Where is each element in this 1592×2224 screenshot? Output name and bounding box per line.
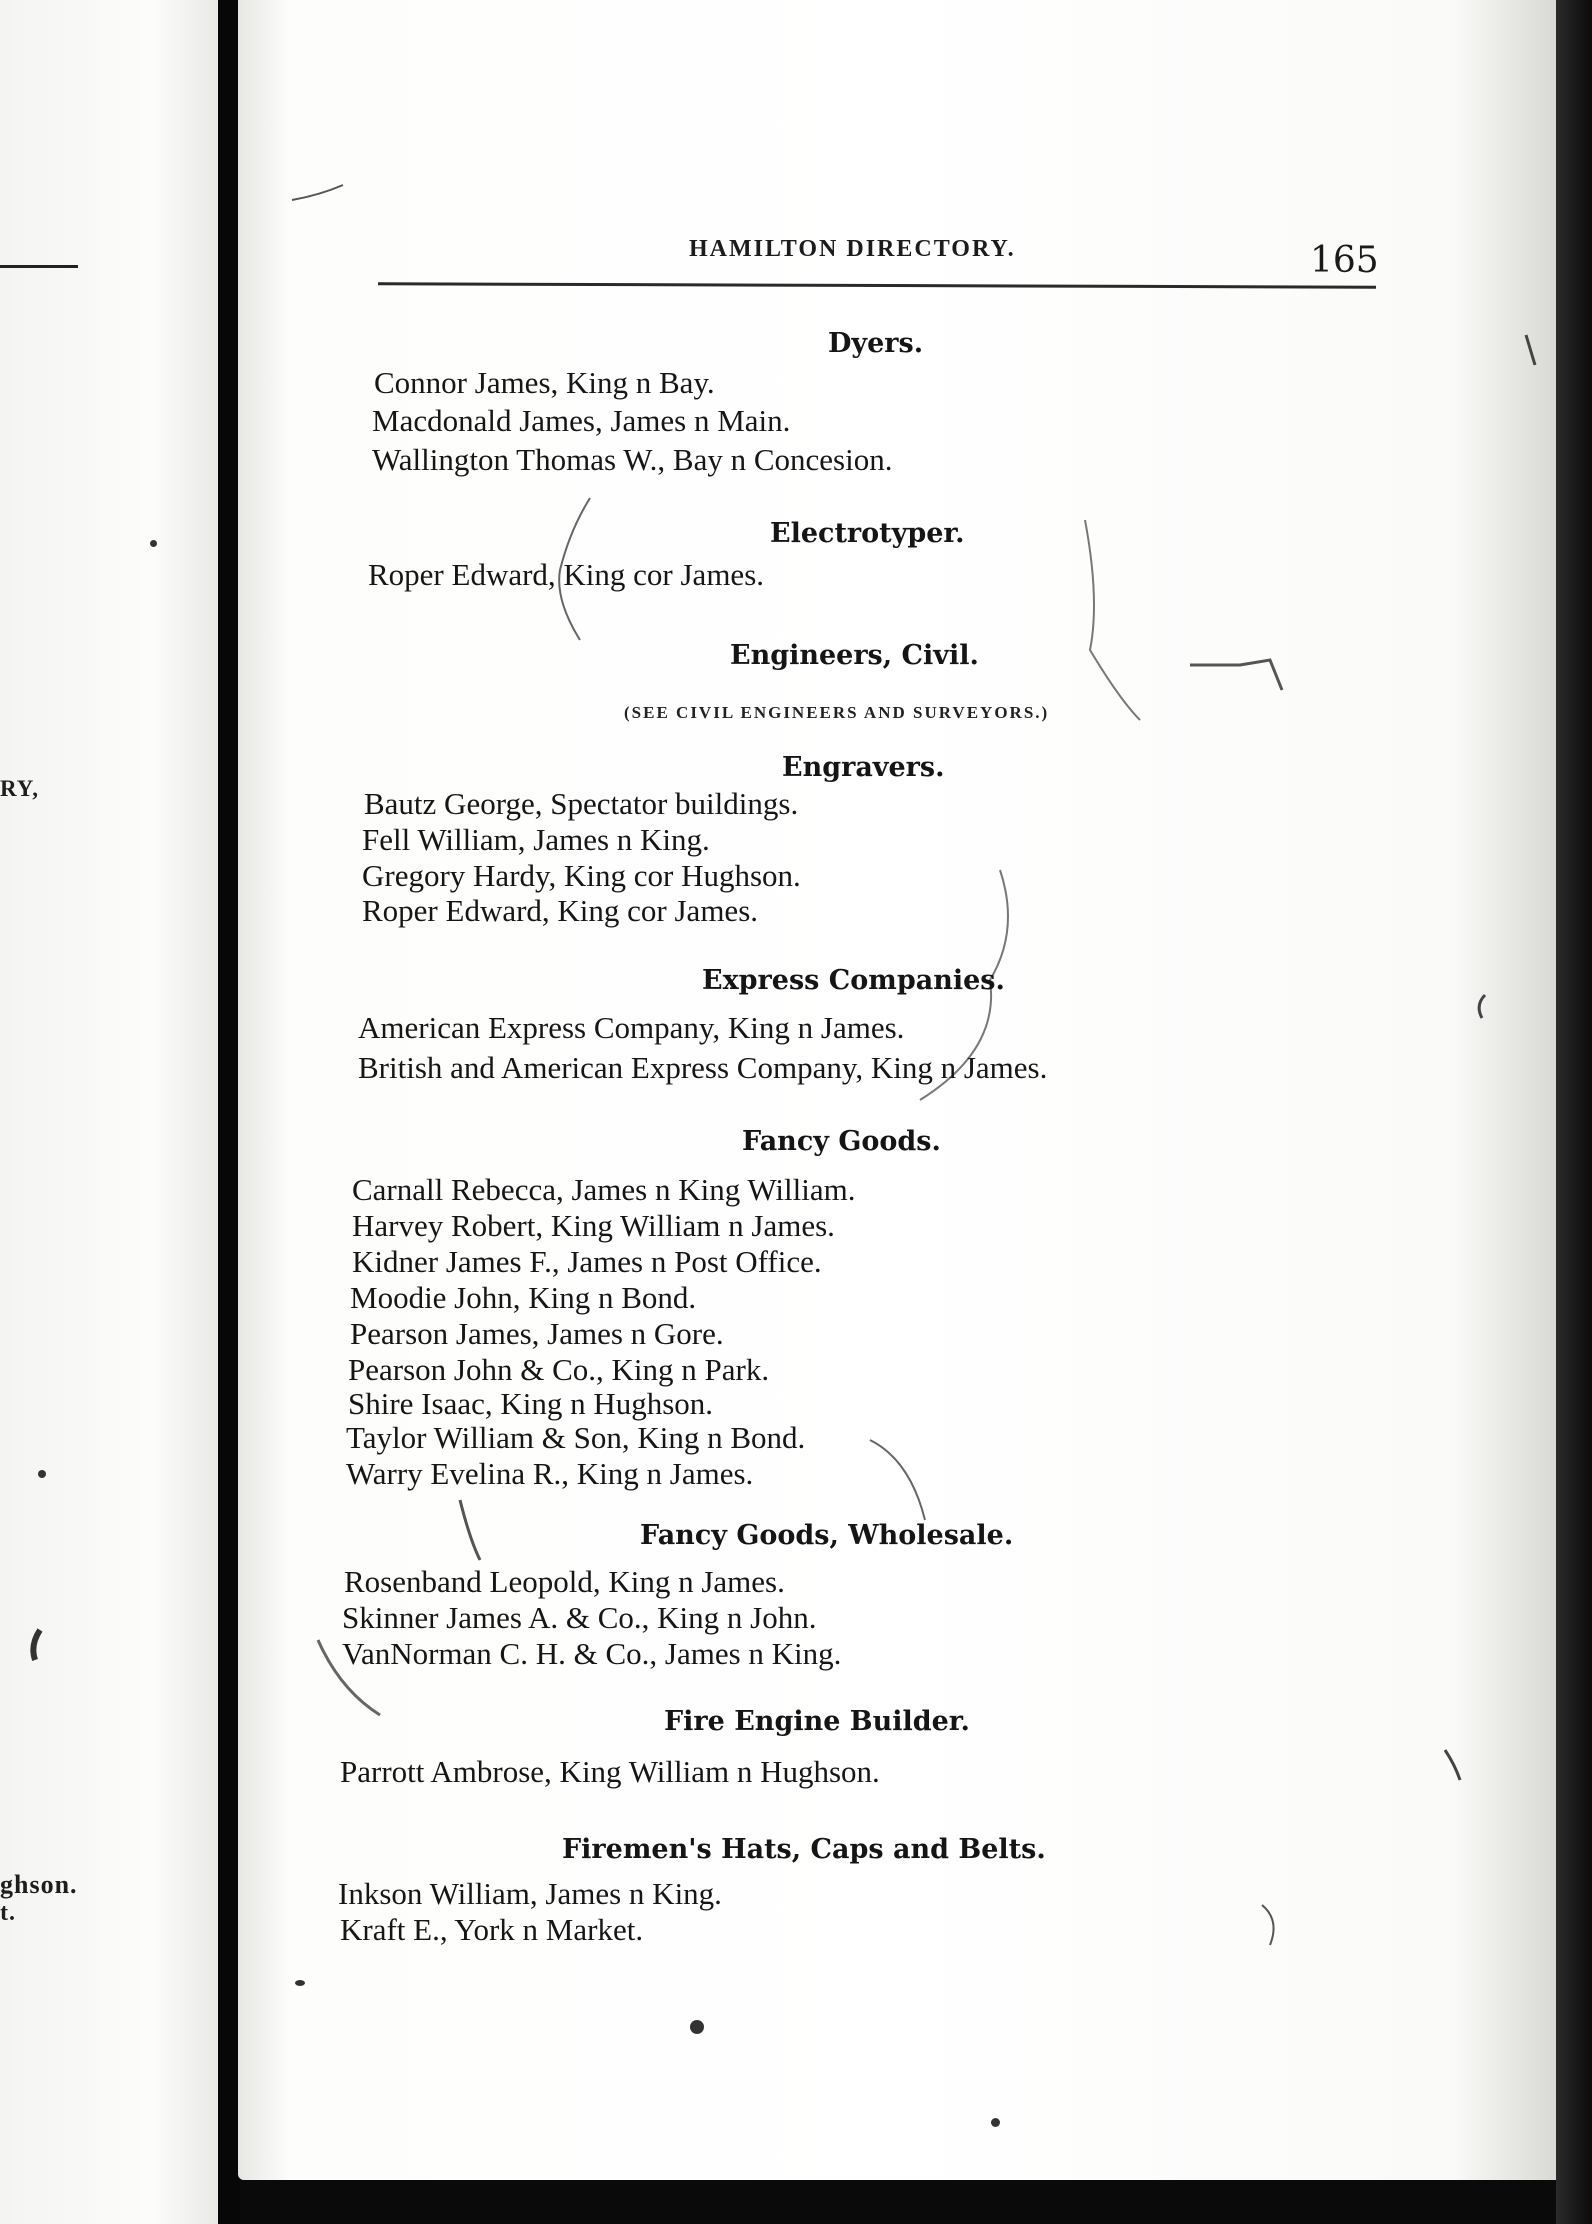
directory-entry: Kidner James F., James n Post Office. xyxy=(352,1244,822,1279)
directory-entry: Parrott Ambrose, King William n Hughson. xyxy=(340,1754,880,1789)
scan-speck xyxy=(38,1470,46,1478)
left-page-fragment-text: RY, xyxy=(0,776,40,801)
left-page-fragment-text: ghson. xyxy=(0,1870,78,1899)
section-title: Fire Engine Builder. xyxy=(664,1706,970,1737)
section-title: Firemen's Hats, Caps and Belts. xyxy=(562,1834,1046,1865)
directory-entry: Carnall Rebecca, James n King William. xyxy=(352,1172,856,1207)
scan-speck xyxy=(690,2020,704,2034)
page-number: 165 xyxy=(1310,240,1379,281)
directory-entry: Macdonald James, James n Main. xyxy=(372,403,791,438)
page-edge xyxy=(1556,0,1592,2224)
section-title: Fancy Goods. xyxy=(742,1126,941,1157)
section-cross-reference: (SEE CIVIL ENGINEERS AND SURVEYORS.) xyxy=(624,703,1050,722)
directory-entry: VanNorman C. H. & Co., James n King. xyxy=(342,1636,842,1671)
directory-entry: Shire Isaac, King n Hughson. xyxy=(348,1386,714,1421)
section-title: Engineers, Civil. xyxy=(730,640,979,671)
running-head: HAMILTON DIRECTORY. xyxy=(689,236,1016,262)
left-page-fragment-text: t. xyxy=(0,1900,16,1926)
section-title: Electrotyper. xyxy=(770,518,965,549)
directory-entry: Gregory Hardy, King cor Hughson. xyxy=(362,858,801,893)
left-page-fragment xyxy=(0,0,218,2224)
directory-entry: Moodie John, King n Bond. xyxy=(350,1280,697,1315)
scan-speck xyxy=(150,540,157,547)
directory-entry: Roper Edward, King cor James. xyxy=(368,557,765,592)
directory-entry: Warry Evelina R., King n James. xyxy=(346,1456,754,1491)
directory-entry: Skinner James A. & Co., King n John. xyxy=(342,1600,817,1635)
scan-speck xyxy=(295,1980,305,1986)
section-title: Express Companies. xyxy=(702,965,1005,996)
directory-entry: American Express Company, King n James. xyxy=(358,1010,905,1045)
directory-entry: Harvey Robert, King William n James. xyxy=(352,1208,835,1243)
directory-entry: Pearson John & Co., King n Park. xyxy=(348,1352,770,1387)
directory-entry: Connor James, King n Bay. xyxy=(374,365,715,400)
directory-entry: Bautz George, Spectator buildings. xyxy=(364,786,799,821)
left-page-rule xyxy=(0,265,78,268)
directory-entry: Pearson James, James n Gore. xyxy=(350,1316,724,1351)
directory-entry: Inkson William, James n King. xyxy=(338,1876,722,1911)
page-gutter xyxy=(218,0,240,2224)
directory-entry: British and American Express Company, King n James. xyxy=(358,1050,1048,1085)
section-title: Engravers. xyxy=(782,752,945,783)
directory-entry: Roper Edward, King cor James. xyxy=(362,893,759,928)
section-title: Dyers. xyxy=(828,328,924,359)
section-title: Fancy Goods, Wholesale. xyxy=(640,1520,1014,1551)
scan-speck xyxy=(991,2118,1000,2127)
directory-entry: Kraft E., York n Market. xyxy=(340,1912,644,1947)
directory-entry: Fell William, James n King. xyxy=(362,822,710,857)
directory-entry: Rosenband Leopold, King n James. xyxy=(344,1564,785,1599)
directory-entry: Wallington Thomas W., Bay n Concesion. xyxy=(372,442,893,477)
directory-entry: Taylor William & Son, King n Bond. xyxy=(346,1420,806,1455)
